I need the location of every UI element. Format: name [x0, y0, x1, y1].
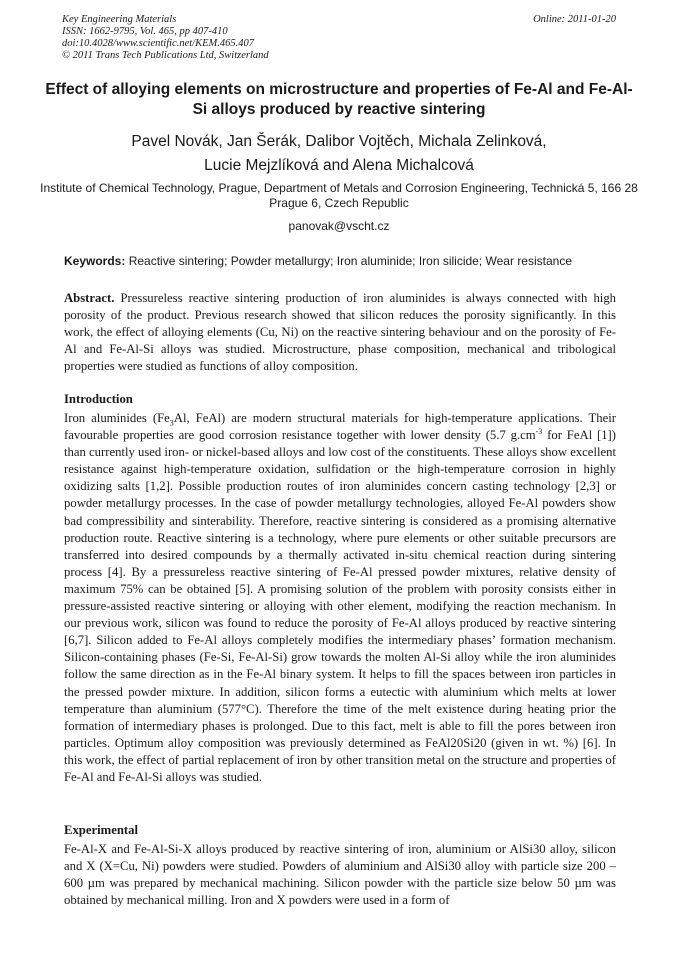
authors-line-2: Lucie Mejzlíková and Alena Michalcová: [204, 157, 474, 174]
affiliation: Institute of Chemical Technology, Prague, Department of Metals and Corrosion Engineering, Technická 5, 166 28 Prague 6, Czech Republic: [40, 181, 638, 210]
keywords: [64, 254, 616, 269]
paper-title: Effect of alloying elements on microstructure and properties of Fe-Al and Fe-Al-Si alloys produced by reactive sintering: [45, 81, 633, 118]
intro-text-b: Al, FeAl) are modern structural materials for high-temperature applications. Their favourable properties are good corrosion resistance together with lower density (5.7 g.cm: [64, 411, 616, 443]
keywords-text: Reactive sintering; Powder metallurgy; Iron aluminide; Iron silicide; Wear resistance: [128, 254, 573, 268]
introduction-paragraph: [64, 410, 616, 786]
abstract-text: Pressureless reactive sintering production of iron aluminides is always connected with high porosity of the product. Previous research showed that silicon reduces the porosity significantly. In this work, the effect of alloying elements (Cu, Ni) on the reactive sintering behaviour and on the porosity of Fe-Al and Fe-Al-Si alloys was studied. Microstructure, phase composition, mechanical and tribological properties were studied as functions of alloy composition.: [64, 291, 617, 374]
abstract-label: Abstract.: [64, 291, 115, 305]
journal-header: [62, 14, 616, 62]
introduction-heading: Introduction: [64, 392, 133, 406]
online-date: Online: 2011-01-20: [533, 14, 616, 25]
experimental-heading: Experimental: [64, 823, 139, 837]
keywords-label: Keywords:: [64, 254, 126, 268]
author-email: panovak@vscht.cz: [288, 219, 390, 233]
intro-subscript: 3: [169, 418, 174, 428]
intro-text-a: Iron aluminides (Fe: [64, 411, 170, 425]
experimental-paragraph: Fe-Al-X and Fe-Al-Si-X alloys produced by reactive sintering of iron, aluminium or AlSi30 alloy, silicon and X (X=Cu, Ni) powders were studied. Powders of aluminium and AlSi30 alloy with particle size 200 – 600 µm was prepared by mechanical machining. Silicon powder with the particle size below 50 µm was obtained by mechanical milling. Iron and X powders were used in a form of: [64, 842, 616, 908]
author-list: [40, 130, 638, 178]
intro-text-c: for FeAl [1]) than currently used iron- or nickel-based alloys and low cost of the constituents. These alloys show excellent resistance against high-temperature oxidation, sulfidation or the high-temperature corrosion in highly oxidizing salts [1,2]. Possible production routes of iron aluminides concern casting technology [2,3] or powder metallurgy processes. In the case of powder metallurgy technologies, alloyed Fe-Al powders show bad compressibility and sinterability. Therefore, reactive sintering is considered as a promising alternative production route. Reactive sintering is a technology, where pure elements or other suitable precursors are transferred into desired compounds by a thermally activated in-situ chemical reaction during sintering process [4]. By a pressureless reactive sintering of Fe-Al pressed powder mixtures, relative density of maximum 75% can be obtained [5]. A promising solution of the problem with porosity consists either in pressure-assisted reactive sintering or alloying with other element, modifying the reaction mechanism. In our previous work, silicon was found to reduce the porosity of Fe-Al alloys produced by reactive sintering [6,7]. Silicon added to Fe-Al alloys completely modifies the intermediary phases’ formation mechanism. Silicon-containing phases (Fe-Si, Fe-Al-Si) grow towards the molten Al-Si alloy while the iron aluminides follow the same direction as in the Fe-Al binary system. It helps to fill the spaces between iron particles in the pressed powder mixture. In addition, silicon forms a eutectic with aluminium which melts at lower temperature than aluminium (577°C). Therefore the time of the melt existence during heating prior the formation of intermediary phases is prolonged. Due to this fact, melt is able to fill the pores between iron particles. Optimum alloy composition was previously determined as FeAl20Si20 (given in wt. %) [6]. In this work, the effect of partial replacement of iron by other transition metal on the structure and properties of Fe-Al and Fe-Al-Si alloys was studied.: [64, 428, 616, 784]
abstract: [64, 290, 616, 375]
journal-name: Key Engineering Materials: [62, 14, 177, 25]
copyright: © 2011 Trans Tech Publications Ltd, Switzerland: [62, 50, 269, 61]
intro-superscript: -3: [535, 426, 543, 436]
doi: doi:10.4028/www.scientific.net/KEM.465.407: [62, 38, 254, 49]
authors-line-1: Pavel Novák, Jan Šerák, Dalibor Vojtěch, Michala Zelinková,: [131, 133, 547, 150]
issn: ISSN: 1662-9795, Vol. 465, pp 407-410: [62, 26, 228, 37]
